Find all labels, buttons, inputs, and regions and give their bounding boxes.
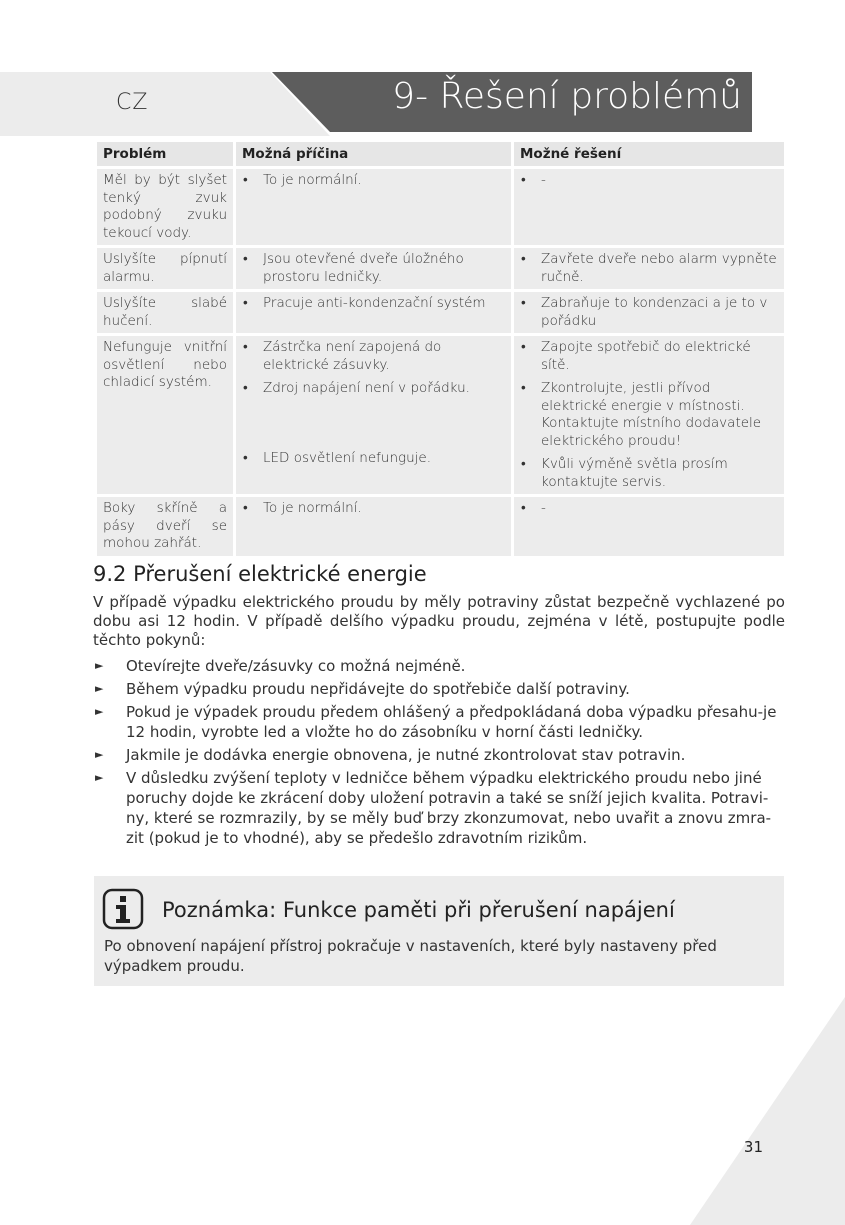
cause-cell — [236, 336, 511, 494]
table-header-row — [97, 142, 784, 166]
cause-item: • To je normální. — [242, 172, 505, 190]
column-header-solution: Možné řešení — [514, 142, 784, 166]
solution-cell — [514, 169, 784, 245]
solution-cell — [514, 292, 784, 333]
arrow-bullet-icon: ► — [95, 705, 104, 718]
solution-item: • - — [520, 500, 778, 518]
chapter-title: 9- Řešení problémů — [392, 76, 742, 117]
cause-item: • LED osvětlení nefunguje. — [242, 450, 505, 468]
problem-cell: Nefunguje vnitřní osvětlení nebo chladicí systém. — [97, 336, 233, 494]
arrow-bullet-icon: ► — [95, 682, 104, 695]
solution-item: • Kvůli výměně světla prosím kontaktujte servis. — [520, 456, 778, 491]
note-text: Po obnovení napájení přístroj pokračuje v nastaveních, které byly nastaveny před výpadkem proudu. — [104, 937, 717, 975]
list-item — [93, 702, 785, 742]
list-item-text: Otevírejte dveře/zásuvky co možná nejméně. — [126, 657, 466, 675]
solution-item: • - — [520, 172, 778, 190]
table-row — [97, 336, 784, 494]
cause-item: • Pracuje anti-kondenzační systém — [242, 295, 505, 313]
solution-cell — [514, 248, 784, 289]
note-box — [94, 876, 784, 986]
instruction-list — [93, 656, 785, 851]
cause-cell — [236, 248, 511, 289]
table-row — [97, 497, 784, 556]
solution-cell — [514, 336, 784, 494]
list-item-text: V důsledku zvýšení teploty v ledničce během výpadku elektrického proudu nebo jiné poruchy dojde ke zkrácení doby uložení potravin a také se sníží jejich kvalita. Potravi-ny, které se rozmrazily, by se měly buď brzy zkonzumovat, nebo uvařit a znovu zmra-zit (pokud je to vhodné), aby se předešlo zdravotním rizikům. — [126, 769, 772, 847]
column-header-cause: Možná příčina — [236, 142, 511, 166]
solution-item: • Zabraňuje to kondenzaci a je to v pořádku — [520, 295, 778, 330]
list-item — [93, 656, 785, 676]
cause-item: • Jsou otevřené dveře úložného prostoru ledničky. — [242, 251, 505, 286]
cause-item: • Zdroj napájení není v pořádku. — [242, 380, 505, 398]
column-header-problem: Problém — [97, 142, 233, 166]
section-title: 9.2 Přerušení elektrické energie — [93, 562, 427, 586]
problem-cell: Uslyšíte pípnutí alarmu. — [97, 248, 233, 289]
list-item-text: Během výpadku proudu nepřidávejte do spotřebiče další potraviny. — [126, 680, 630, 698]
solution-item: • Zkontrolujte, jestli přívod elektrické energie v místnosti. Kontaktujte místního dodavatele elektrického proudu! — [520, 380, 778, 450]
solution-item: • Zapojte spotřebič do elektrické sítě. — [520, 339, 778, 374]
list-item — [93, 768, 785, 848]
cause-cell — [236, 497, 511, 556]
cause-cell — [236, 292, 511, 333]
cause-item: • To je normální. — [242, 500, 505, 518]
problem-cell: Boky skříně a pásy dveří se mohou zahřát. — [97, 497, 233, 556]
problem-cell: Měl by být slyšet tenký zvuk podobný zvuku tekoucí vody. — [97, 169, 233, 245]
section-intro: V případě výpadku elektrického proudu by měly potraviny zůstat bezpečně vychlazené po dobu asi 12 hodin. V případě delšího výpadku proudu, zejména v létě, postupujte podle těchto pokynů: — [93, 593, 785, 649]
list-item — [93, 745, 785, 765]
problem-cell: Uslyšíte slabé hučení. — [97, 292, 233, 333]
list-item-text: Pokud je výpadek proudu předem ohlášený a předpokládaná doba výpadku přesahu-je 12 hodin, vyrobte led a vložte ho do zásobníku v horní části ledničky. — [126, 703, 777, 741]
language-code: CZ — [116, 90, 149, 115]
arrow-bullet-icon: ► — [95, 659, 104, 672]
cause-cell — [236, 169, 511, 245]
cause-item: • Zástrčka není zapojená do elektrické zásuvky. — [242, 339, 505, 374]
page-number: 31 — [743, 1138, 763, 1156]
list-item-text: Jakmile je dodávka energie obnovena, je nutné zkontrolovat stav potravin. — [126, 746, 686, 764]
table-row — [97, 169, 784, 245]
solution-cell — [514, 497, 784, 556]
arrow-bullet-icon: ► — [95, 748, 104, 761]
troubleshooting-table — [94, 139, 787, 559]
arrow-bullet-icon: ► — [95, 771, 104, 784]
note-title: Poznámka: Funkce paměti při přerušení napájení — [162, 898, 675, 922]
list-item — [93, 679, 785, 699]
info-icon — [102, 888, 144, 930]
corner-decoration — [690, 997, 845, 1225]
table-row — [97, 292, 784, 333]
solution-item: • Zavřete dveře nebo alarm vypněte ručně. — [520, 251, 778, 286]
table-row — [97, 248, 784, 289]
header-decoration — [0, 72, 330, 136]
